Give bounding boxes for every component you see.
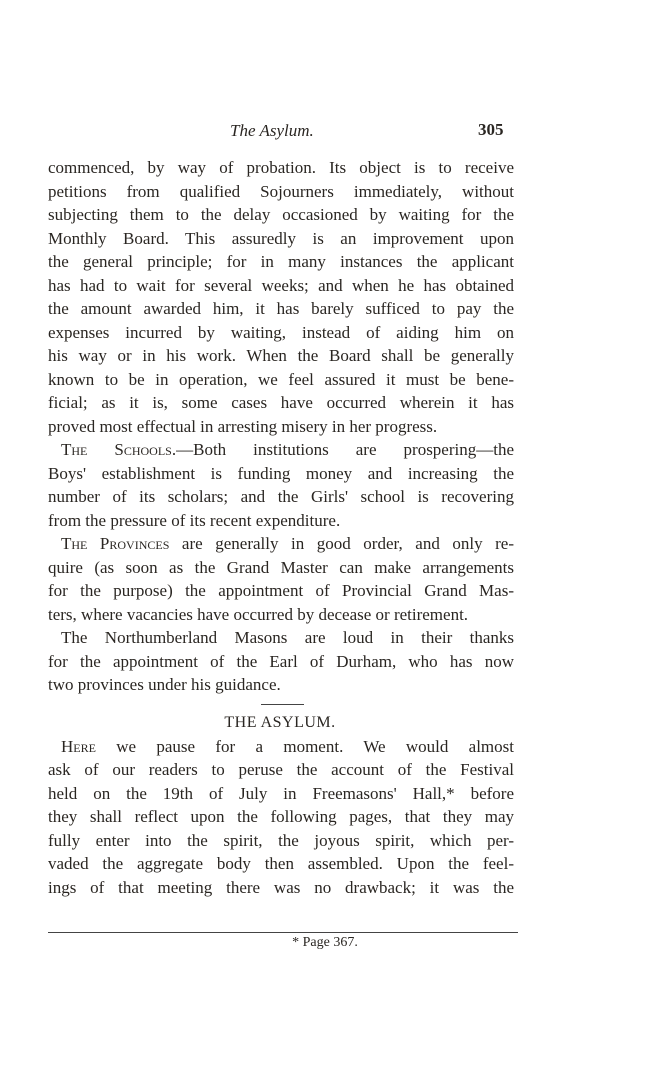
text-line: expenses incurred by waiting, instead of aiding him on — [48, 322, 514, 342]
text-line: ask of our readers to peruse the account of the Festival — [48, 760, 514, 779]
text-line: ings of that meeting there was no drawback; it was the — [48, 877, 514, 897]
text-line: has had to wait for several weeks; and when he has obtained — [48, 275, 514, 295]
footnote-rule — [48, 932, 518, 933]
small-caps-lead: The Provinces — [61, 534, 170, 553]
paragraph-provinces — [48, 532, 514, 626]
text-line: ters, where vacancies have occurred by decease or retirement. — [48, 604, 469, 624]
text-line: The Schools.—Both institutions are prospering—the — [61, 440, 515, 459]
paragraph-asylum — [48, 735, 514, 900]
text-line: for the appointment of the Earl of Durham, who has now — [48, 651, 514, 671]
text-line: held on the 19th of July in Freemasons' Hall,* before — [48, 783, 514, 803]
text-line: his way or in his work. When the Board shall be generally — [48, 346, 514, 365]
text-line: the general principle; for in many instances the applicant — [48, 252, 514, 271]
text-line: subjecting them to the delay occasioned by waiting for the — [48, 205, 514, 224]
footnote: * Page 367. — [292, 935, 358, 950]
section-heading: THE ASYLUM. — [224, 713, 336, 731]
text-line: the amount awarded him, it has barely sufficed to pay the — [48, 299, 514, 318]
text-line: vaded the aggregate body then assembled. Upon the feel- — [48, 854, 514, 873]
text-line: fully enter into the spirit, the joyous spirit, which per- — [48, 830, 514, 850]
section-divider — [48, 697, 514, 711]
text-line: from the pressure of its recent expenditure. — [48, 510, 341, 530]
running-head — [0, 121, 650, 149]
text-line: quire (as soon as the Grand Master can make arrangements — [48, 557, 514, 577]
small-caps-lead: The Schools. — [61, 440, 177, 459]
paragraph-northumberland — [48, 626, 514, 697]
text-line: known to be in operation, we feel assured it must be bene- — [48, 369, 514, 389]
running-title: The Asylum. — [230, 121, 314, 140]
text-line: number of its scholars; and the Girls' school is recovering — [48, 487, 514, 506]
text-line: Monthly Board. This assuredly is an improvement upon — [48, 228, 514, 248]
text-line: The Provinces are generally in good order, and only re- — [61, 534, 515, 553]
page-number: 305 — [478, 120, 504, 139]
text-line: petitions from qualified Sojourners immediately, without — [48, 181, 514, 201]
text-line: Here we pause for a moment. We would almost — [61, 736, 514, 756]
text-line: they shall reflect upon the following pages, that they may — [48, 807, 514, 826]
text-line: two provinces under his guidance. — [48, 675, 281, 694]
text-line: for the purpose) the appointment of Provincial Grand Mas- — [48, 581, 514, 600]
text-line: commenced, by way of probation. Its object is to receive — [48, 158, 514, 177]
paragraph-schools — [48, 438, 514, 532]
text-line: proved most effectual in arresting misery in her progress. — [48, 416, 438, 436]
text-line: The Northumberland Masons are loud in their thanks — [61, 628, 514, 647]
text-line: ficial; as it is, some cases have occurred wherein it has — [48, 393, 514, 412]
small-caps-lead: Here — [61, 736, 96, 756]
text-line: Boys' establishment is funding money and increasing the — [48, 463, 514, 483]
paragraph-board-probation — [48, 156, 514, 438]
body-text — [48, 156, 514, 899]
